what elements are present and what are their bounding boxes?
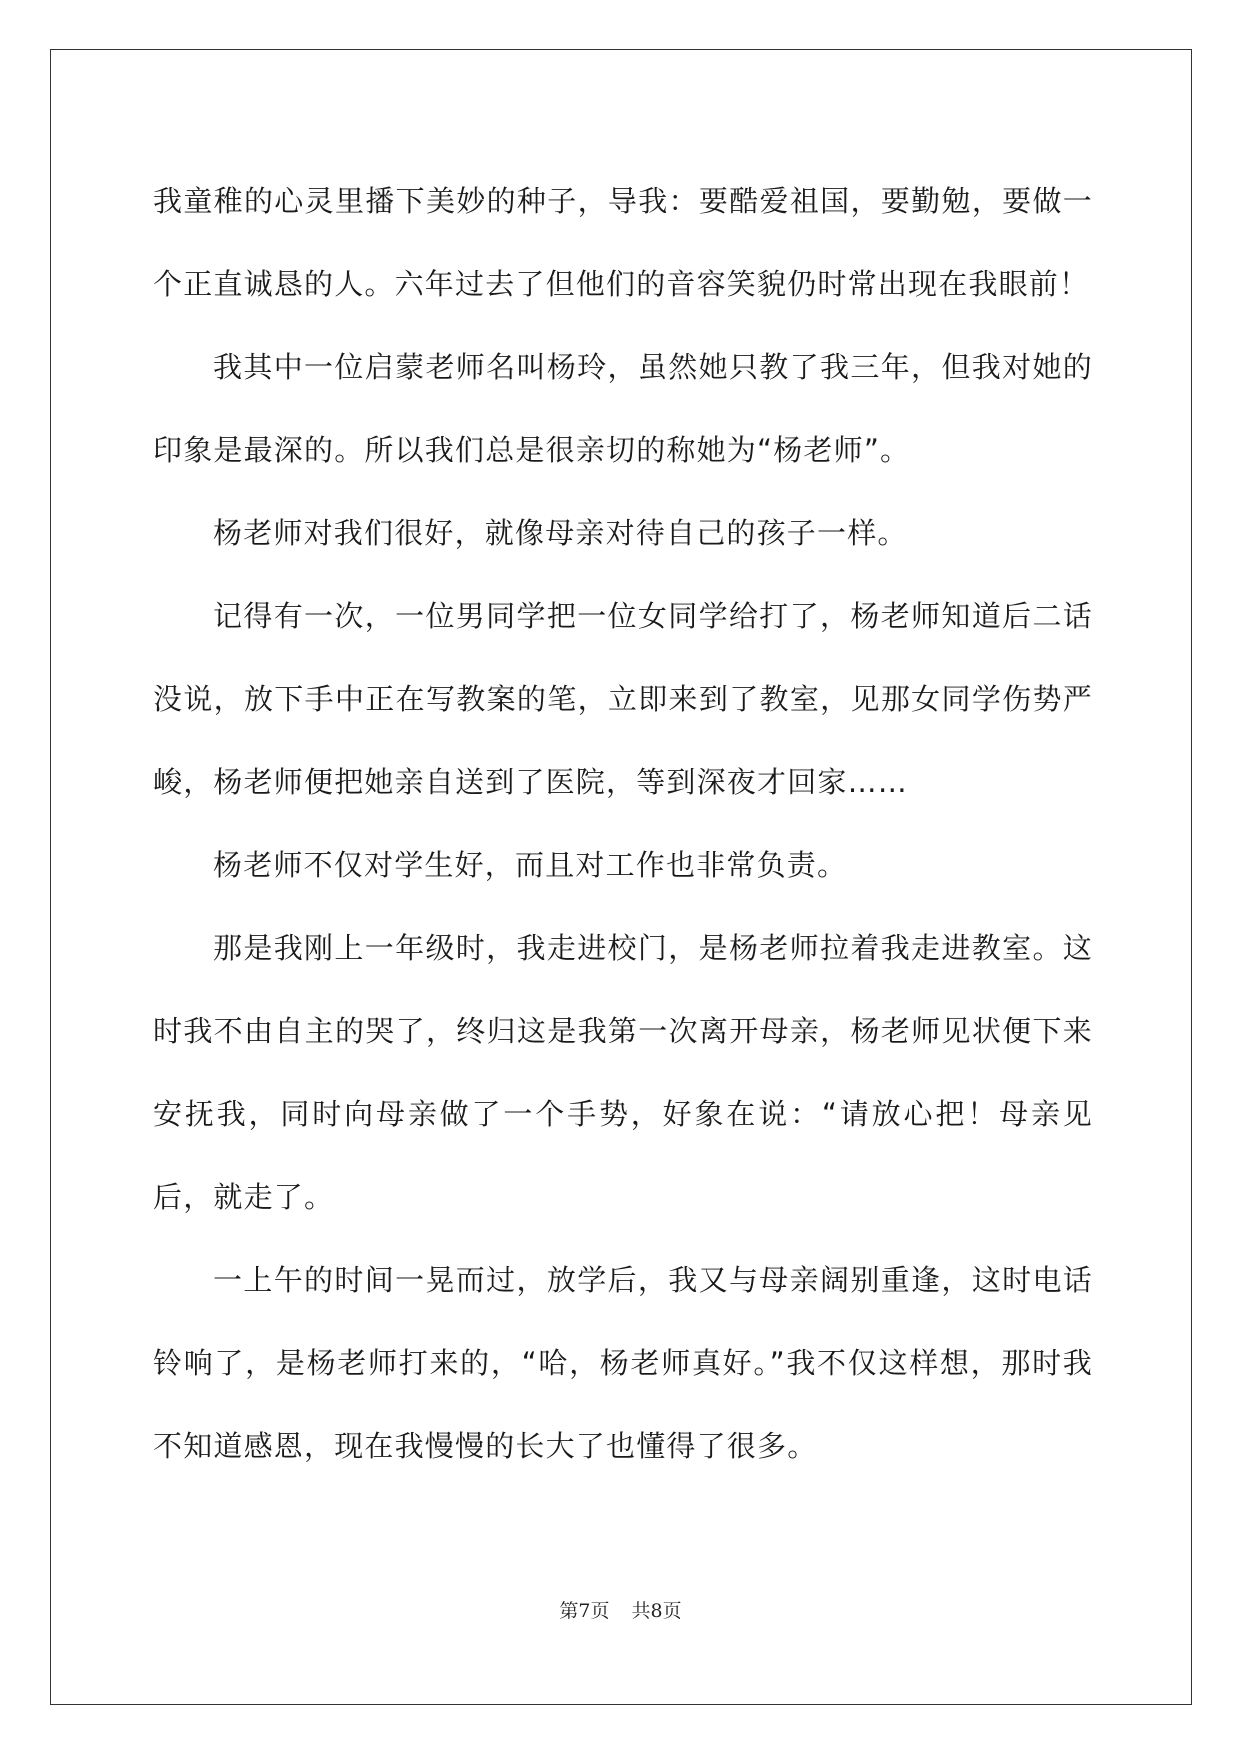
paragraph-6: 那是我刚上一年级时，我走进校门，是杨老师拉着我走进教室。这时我不由自主的哭了，终归这是我第一次离开母亲，杨老师见状便下来安抚我，同时向母亲做了一个手势，好象在说：“请放心把！母亲见后，就走了。 (153, 931, 1093, 1214)
paragraph-1: 我童稚的心灵里播下美妙的种子，导我：要酷爱祖国，要勤勉，要做一个正直诚恳的人。六年过去了但他们的音容笑貌仍时常出现在我眼前！ (153, 184, 1093, 301)
paragraph-3: 杨老师对我们很好，就像母亲对待自己的孩子一样。 (213, 516, 908, 550)
current-page-number: 第7页 (559, 1600, 610, 1622)
paragraph-7: 一上午的时间一晃而过，放学后，我又与母亲阔别重逢，这时电话铃响了，是杨老师打来的，“哈，杨老师真好。”我不仅这样想，那时我不知道感恩，现在我慢慢的长大了也懂得了很多。 (153, 1263, 1093, 1463)
total-page-count: 共8页 (631, 1600, 682, 1622)
document-body (153, 160, 1093, 1488)
page-footer (0, 1596, 1241, 1623)
paragraph-4: 记得有一次，一位男同学把一位女同学给打了，杨老师知道后二话没说，放下手中正在写教案的笔，立即来到了教室，见那女同学伤势严峻，杨老师便把她亲自送到了医院，等到深夜才回家…… (153, 599, 1093, 799)
paragraph-5: 杨老师不仅对学生好，而且对工作也非常负责。 (213, 848, 848, 882)
paragraph-2: 我其中一位启蒙老师名叫杨玲，虽然她只教了我三年，但我对她的印象是最深的。所以我们总是很亲切的称她为“杨老师”。 (153, 350, 1093, 467)
